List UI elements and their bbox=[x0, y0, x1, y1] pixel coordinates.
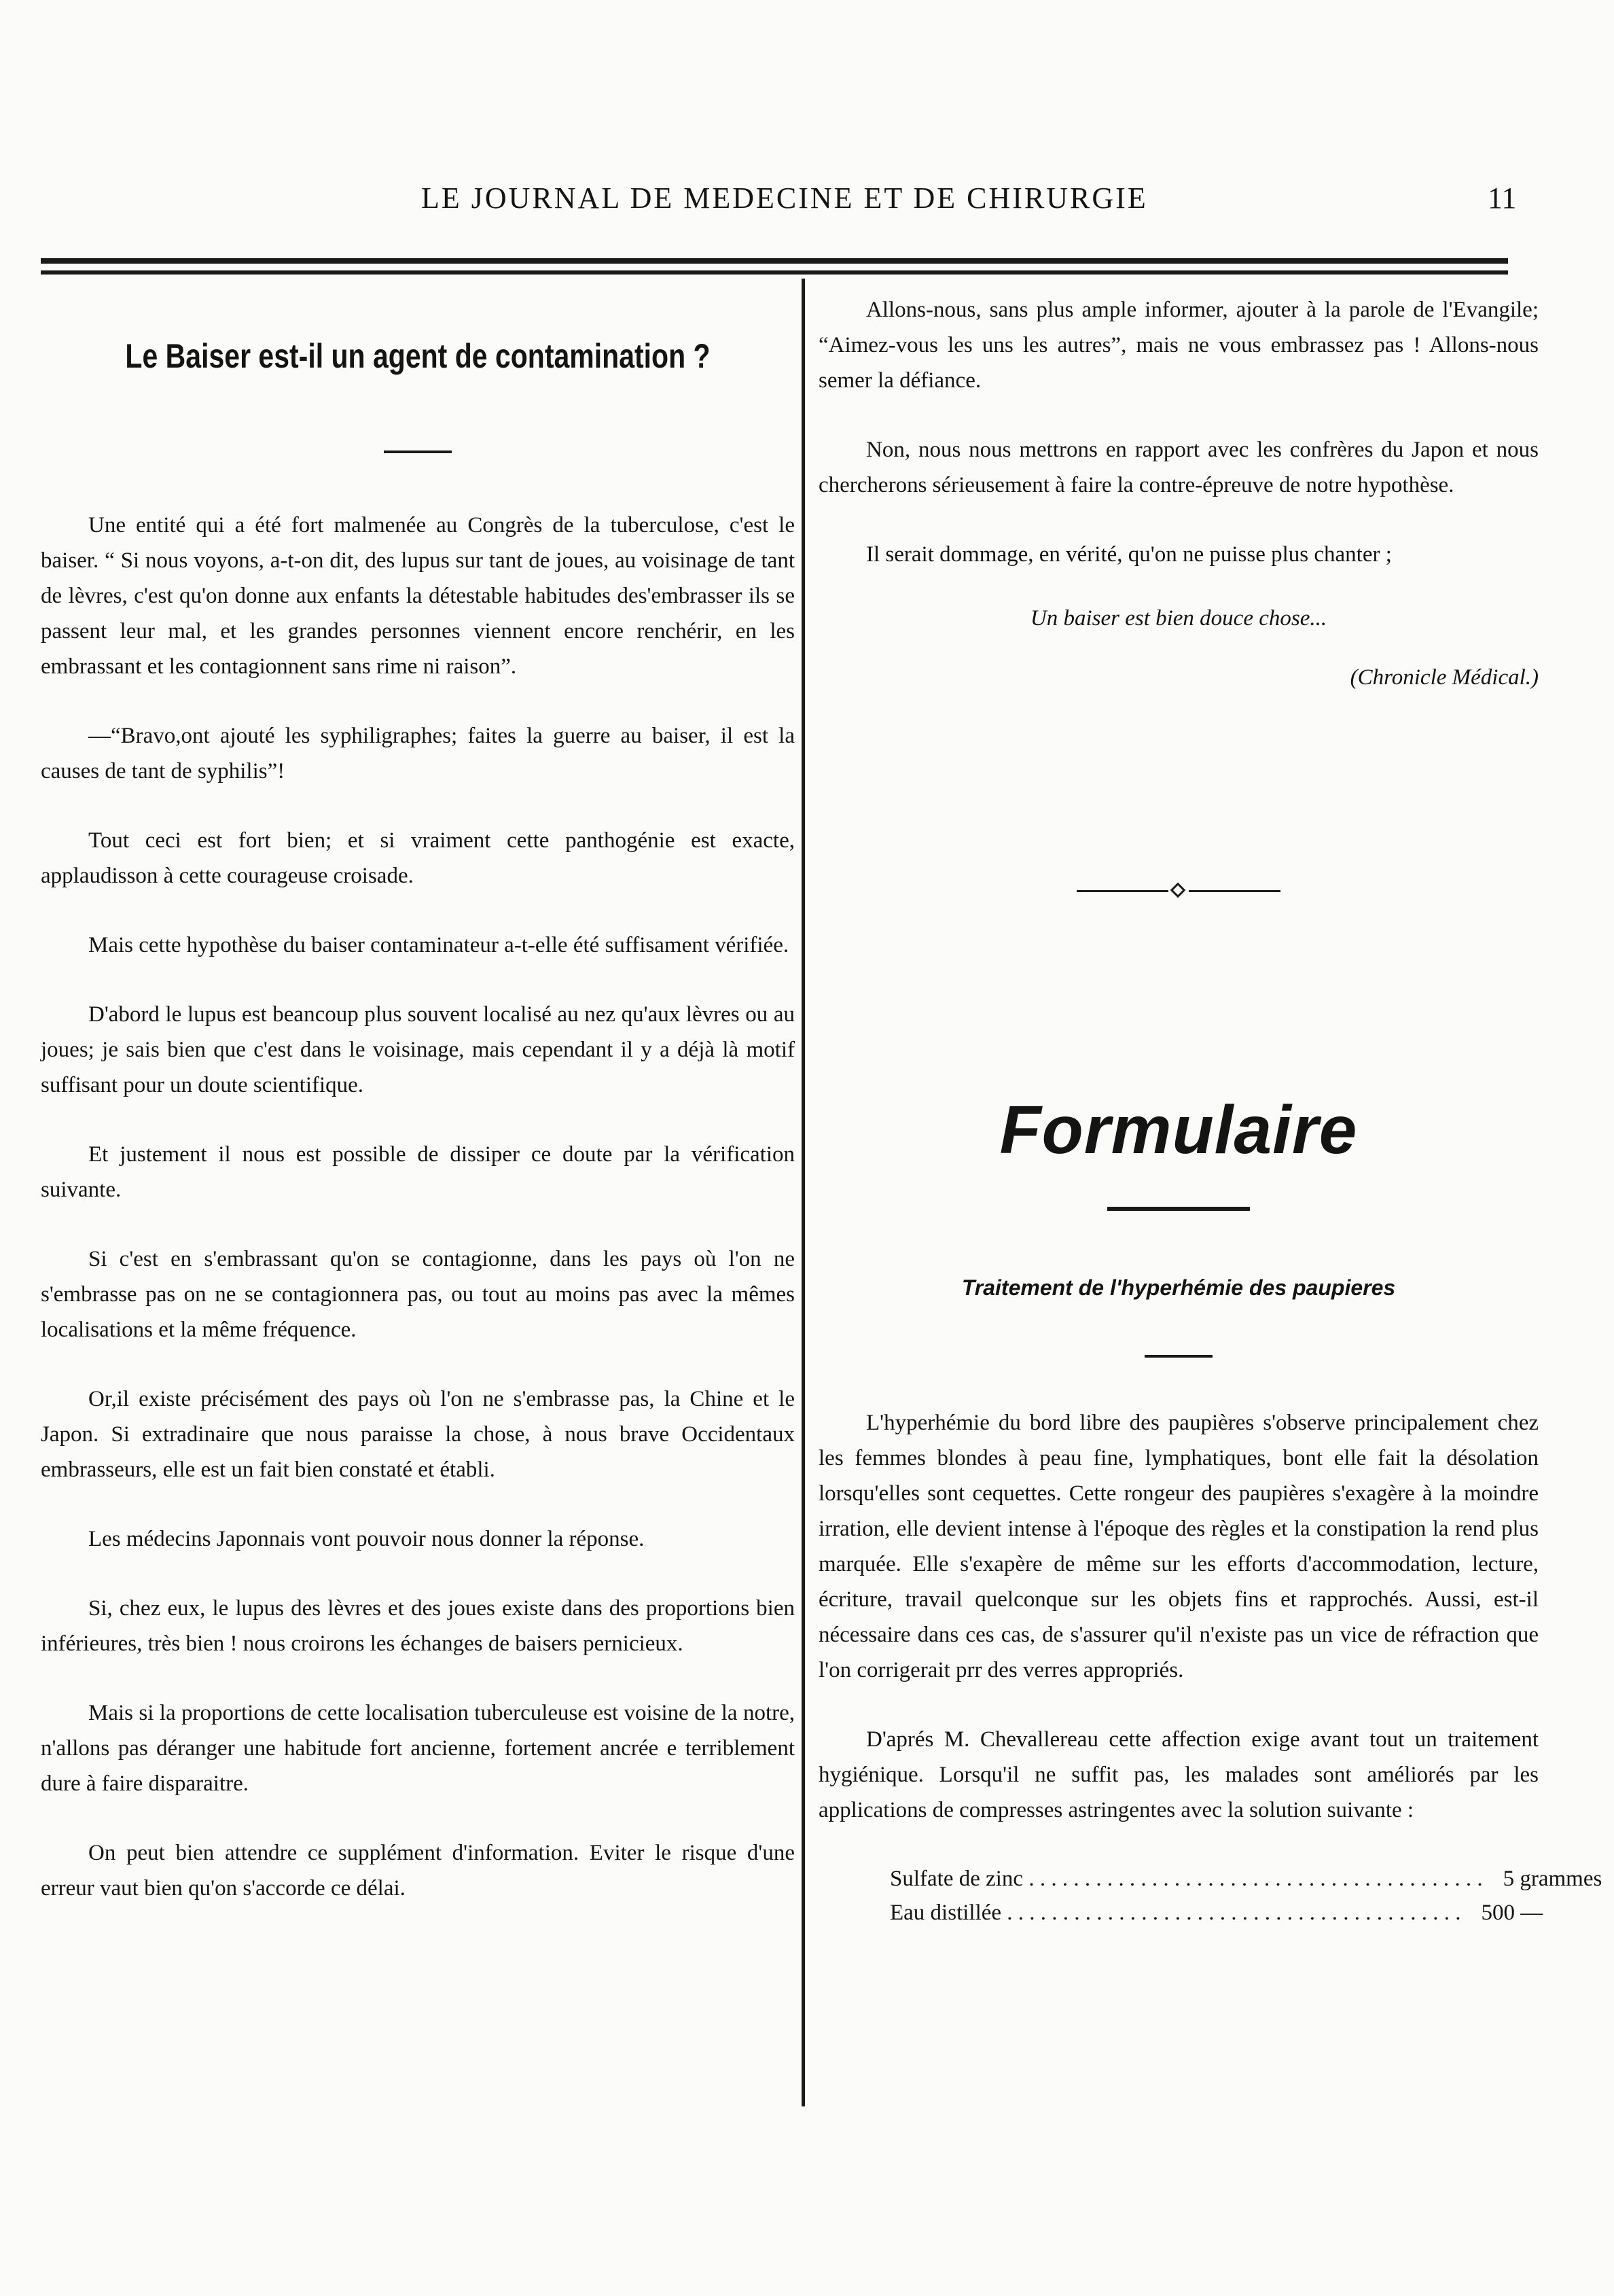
paragraph: Tout ceci est fort bien; et si vraiment cette panthogénie est exacte, applaudisson à cette courageuse croisade. bbox=[41, 828, 795, 888]
paragraph: Si c'est en s'embrassant qu'on se contagionne, dans les pays où l'on ne s'embrasse pas on ne se contagionnera pas, ou tout au moins pas avec la mêmes localisations et la même fréquence. bbox=[41, 1247, 795, 1342]
leader-dots: . . . . . . . . . . . . . . . . . . . . . . . . . . . . . . . . . . . . . . . . . bbox=[1001, 1901, 1461, 1925]
right-column bbox=[819, 292, 1602, 2127]
prescription-formula bbox=[819, 1862, 1602, 1930]
paragraph: Mais cette hypothèse du baiser contaminateur a-t-elle été suffisament vérifiée. bbox=[88, 933, 789, 957]
paragraph: On peut bien attendre ce supplément d'information. Eviter le risque d'une erreur vaut bien qu'on s'accorde ce délai. bbox=[41, 1841, 795, 1901]
header-rule-secondary bbox=[41, 270, 1508, 275]
paragraph: Allons-nous, sans plus ample informer, ajouter à la parole de l'Evangile; “Aimez-vous les uns les autres”, mais ne vous embrassez pas ! Allons-nous semer la défiance. bbox=[819, 298, 1539, 393]
paragraph: Mais si la proportions de cette localisation tuberculeuse est voisine de la notre, n'allons pas déranger une habitude fort ancienne, fortement ancrée e terriblement dure à faire disparaitre. bbox=[41, 1701, 795, 1796]
section-title: Formulaire bbox=[999, 1092, 1358, 1168]
ornamental-divider bbox=[1077, 881, 1280, 901]
header-rule bbox=[41, 258, 1508, 264]
paragraph: L'hyperhémie du bord libre des paupières s'observe principalement chez les femmes blondes à peau fine, lymphatiques, bont elle fait la désolation lorsqu'elles sont cequettes. Cette rongeur des paupières s'exagère à la moindre irration, elle devient intense à l'époque des règles et la constipation la rend plus marquée. Elle s'exapère de même sur les efforts d'accommodation, lecture, écriture, travail quelconque sur les objets fins et rapprochés. Aussi, est-il nécessaire dans ces cas, de s'assurer qu'il n'existe pas un vice de réfraction que l'on corrigerait prr des verres appropriés. bbox=[819, 1411, 1539, 1682]
page-number: 11 bbox=[1488, 181, 1517, 215]
paragraph: D'abord le lupus est beancoup plus souvent localisé au nez qu'aux lèvres ou au joues; je sais bien que c'est dans le voisinage, mais cependant il y a déjà là motif suffisant pour un doute scientifique. bbox=[41, 1002, 795, 1097]
section-rule bbox=[1107, 1207, 1250, 1211]
leader-dots: . . . . . . . . . . . . . . . . . . . . . . . . . . . . . . . . . . . . . . . . . bbox=[1023, 1867, 1483, 1891]
diamond-icon bbox=[1170, 883, 1186, 898]
paragraph: Les médecins Japonnais vont pouvoir nous donner la réponse. bbox=[88, 1527, 645, 1551]
title-rule bbox=[384, 451, 452, 453]
quantity: 500 — bbox=[1481, 1901, 1543, 1925]
page-header bbox=[41, 169, 1535, 223]
journal-title: LE JOURNAL DE MEDECINE ET DE CHIRURGIE bbox=[421, 181, 1148, 215]
paragraph: Si, chez eux, le lupus des lèvres et des joues existe dans des proportions bien inférieures, très bien ! nous croirons les échanges de baisers pernicieux. bbox=[41, 1596, 795, 1656]
paragraph: D'aprés M. Chevallereau cette affection exige avant tout un traitement hygiénique. Lorsqu'il ne suffit pas, les malades sont améliorés par les applications de compresses astringentes avec la solution suivante : bbox=[819, 1727, 1539, 1822]
paragraph: Et justement il nous est possible de dissiper ce doute par la vérification suivante. bbox=[41, 1142, 795, 1202]
paragraph: —“Bravo,ont ajouté les syphiligraphes; faites la guerre au baiser, il est la causes de tant de syphilis”! bbox=[41, 724, 795, 783]
formula-row bbox=[890, 1862, 1602, 1896]
source-citation: (Chronicle Médical.) bbox=[1350, 665, 1539, 690]
paragraph: Une entité qui a été fort malmenée au Congrès de la tuberculose, c'est le baiser. “ Si nous voyons, a-t-on dit, des lupus sur tant de joues, au voisinage de tant de lèvres, c'est qu'on donne aux enfants la détestable habitudes des'embrasser ils se passent leur mal, et les grandes personnes viennent encore renchérir, en les embrassant et les contagionnent sans rime ni raison”. bbox=[41, 513, 795, 679]
ingredient: Sulfate de zinc bbox=[890, 1867, 1024, 1891]
left-column bbox=[41, 292, 795, 2127]
formula-row bbox=[890, 1896, 1543, 1930]
article-title: Le Baiser est-il un agent de contamination ? bbox=[125, 337, 711, 375]
subsection-title: Traitement de l'hyperhémie des paupieres bbox=[961, 1275, 1396, 1300]
paragraph: Non, nous nous mettrons en rapport avec les confrères du Japon et nous chercherons sérieusement à faire la contre-épreuve de notre hypothèse. bbox=[819, 438, 1539, 497]
paragraph: Or,il existe précisément des pays où l'on ne s'embrasse pas, la Chine et le Japon. Si extradinaire que nous paraisse la chose, à nous brave Occidentaux embrasseurs, elle est un fait bien constaté et établi. bbox=[41, 1387, 795, 1482]
quote: Un baiser est bien douce chose... bbox=[1030, 606, 1327, 631]
quantity: 5 grammes bbox=[1503, 1867, 1602, 1891]
subsection-rule bbox=[1145, 1355, 1213, 1358]
ingredient: Eau distillée bbox=[890, 1901, 1002, 1925]
column-divider bbox=[802, 279, 805, 2106]
paragraph: Il serait dommage, en vérité, qu'on ne puisse plus chanter ; bbox=[866, 542, 1392, 567]
